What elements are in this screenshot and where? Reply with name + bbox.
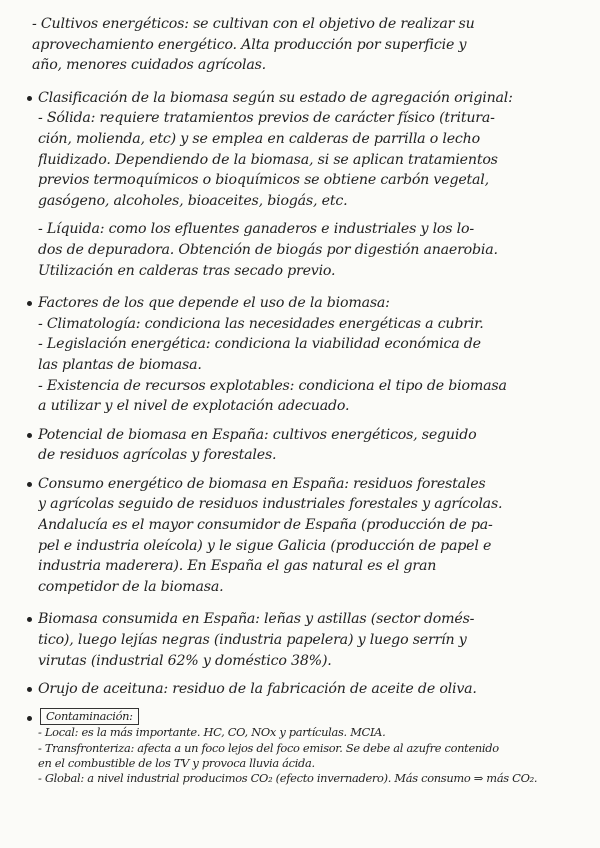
text-line: - Climatología: condiciona las necesidades energéticas a cubrir. (38, 315, 484, 332)
bullet-icon (27, 433, 32, 438)
text-line: en el combustible de los TV y provoca lluvia ácida. (38, 756, 315, 771)
cultivos-energeticos-section (26, 14, 578, 76)
text-line: Utilización en calderas tras secado previo. (38, 262, 336, 279)
text-line: - Cultivos energéticos: se cultivan con el objetivo de realizar su (32, 16, 475, 32)
text-line: a utilizar y el nivel de explotación adecuado. (38, 398, 350, 415)
text-line: - Transfronteriza: afecta a un foco lejos del foco emisor. Se debe al azufre contenido (38, 740, 499, 755)
bullet-icon (27, 716, 32, 721)
section-heading: Consumo energético de biomasa en España: residuos forestales (38, 475, 486, 492)
section-heading: Factores de los que depende el uso de la biomasa: (38, 295, 390, 312)
text-line: industria maderera). En España el gas natural es el gran (38, 558, 437, 575)
text-line: - Local: es la más importante. HC, CO, NOx y partículas. MCIA. (38, 725, 386, 740)
bullet-icon (27, 687, 32, 692)
text-line: dos de depuradora. Obtención de biogás por digestión anaerobia. (38, 241, 498, 258)
text-line: aprovechamiento energético. Alta producción por superficie y (32, 36, 467, 53)
text-line: las plantas de biomasa. (38, 356, 202, 373)
text-line: Andalucía es el mayor consumidor de España (producción de pa- (38, 517, 493, 534)
text-line: tico), luego lejías negras (industria papelera) y luego serrín y (38, 632, 467, 649)
orujo-section (26, 679, 578, 700)
text-line: y agrícolas seguido de residuos industriales forestales y agrícolas. (38, 496, 503, 513)
text-line: previos termoquímicos o bioquímicos se obtiene carbón vegetal, (38, 172, 489, 189)
text-line: - Global: a nivel industrial producimos CO₂ (efecto invernadero). Más consumo ⇒ más CO₂. (38, 771, 538, 786)
bullet-icon (27, 301, 32, 306)
biomasa-consumida-section (26, 609, 578, 671)
text-line: - Sólida: requiere tratamientos previos de carácter físico (tritura- (38, 110, 495, 127)
text-line: pel e industria oleícola) y le sigue Galicia (producción de papel e (38, 537, 492, 554)
text-line: - Existencia de recursos explotables: condiciona el tipo de biomasa (38, 377, 507, 394)
factores-section (26, 293, 578, 417)
clasificacion-section (26, 88, 578, 281)
section-heading: Potencial de biomasa en España: cultivos energéticos, seguido (38, 426, 477, 443)
text-line: fluidizado. Dependiendo de la biomasa, si se aplican tratamientos (38, 151, 498, 168)
potencial-section (26, 425, 578, 466)
liquida-subsection (38, 219, 578, 281)
section-heading: Orujo de aceituna: residuo de la fabricación de aceite de oliva. (38, 681, 477, 698)
contaminacion-section (26, 708, 578, 787)
text-line: de residuos agrícolas y forestales. (38, 447, 277, 464)
section-heading: Clasificación de la biomasa según su estado de agregación original: (38, 89, 513, 106)
consumo-section (26, 474, 578, 598)
section-heading: Biomasa consumida en España: leñas y astillas (sector domés- (38, 611, 475, 628)
text-line: competidor de la biomasa. (38, 578, 224, 595)
text-line: - Legislación energética: condiciona la viabilidad económica de (38, 336, 481, 353)
text-line: año, menores cuidados agrícolas. (32, 57, 266, 74)
text-line: gasógeno, alcoholes, bioaceites, biogás, etc. (38, 192, 348, 209)
bullet-icon (27, 617, 32, 622)
text-line: - Líquida: como los efluentes ganaderos e industriales y los lo- (38, 221, 474, 238)
text-line: ción, molienda, etc) y se emplea en calderas de parrilla o lecho (38, 130, 480, 147)
contaminacion-title: Contaminación: (40, 708, 139, 725)
bullet-icon (27, 96, 32, 101)
text-line: virutas (industrial 62% y doméstico 38%). (38, 652, 332, 669)
bullet-icon (27, 482, 32, 487)
